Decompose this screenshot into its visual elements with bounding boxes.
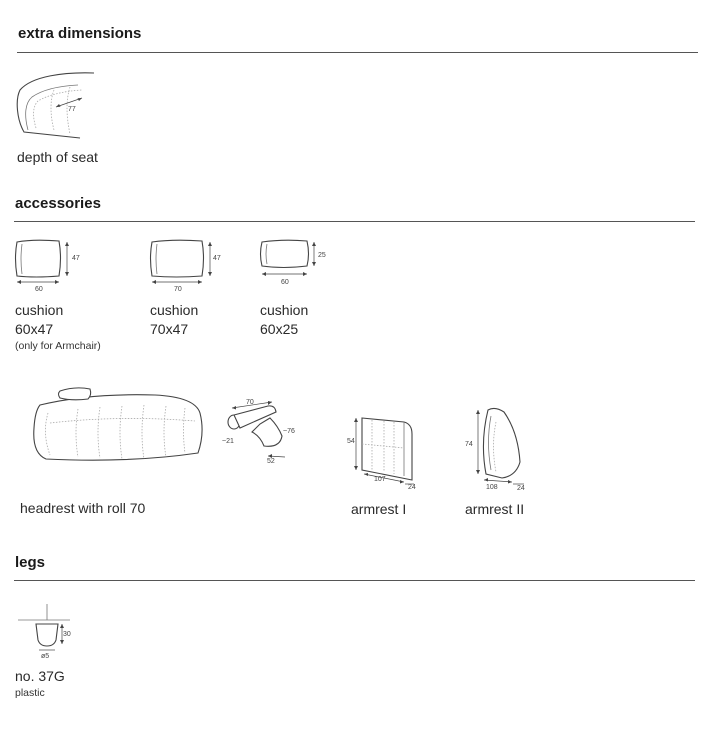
dim-armrest-height: 74 — [465, 441, 473, 448]
dim-roll-depth: 52 — [267, 458, 275, 465]
cushion-60x25-illustration — [258, 238, 330, 290]
depth-of-seat-label: depth of seat — [17, 149, 98, 165]
dim-armrest-depth: 108 — [486, 484, 498, 491]
section-title-accessories: accessories — [15, 195, 101, 212]
section-divider — [14, 580, 695, 581]
section-divider — [17, 52, 698, 53]
dim-armrest-width: 24 — [408, 484, 416, 491]
cushion-60x25-name: cushion — [260, 302, 309, 318]
cushion-60x47-size: 60x47 — [15, 321, 54, 337]
dim-armrest-depth: 107 — [374, 476, 386, 483]
dim-height: 47 — [72, 255, 80, 262]
headrest-sofa-illustration — [30, 383, 206, 468]
section-divider — [14, 221, 695, 222]
dim-roll-side: ~21 — [222, 438, 234, 445]
dim-width: 60 — [35, 286, 43, 293]
dim-armrest-width: 24 — [517, 485, 525, 492]
leg-material: plastic — [15, 687, 45, 699]
dim-leg-diameter: ø5 — [41, 653, 50, 660]
leg-name: no. 37G — [15, 668, 65, 684]
headrest-label: headrest with roll 70 — [20, 500, 146, 516]
depth-of-seat-illustration — [14, 70, 96, 140]
dim-height: 47 — [213, 255, 221, 262]
section-title-extra-dimensions: extra dimensions — [18, 25, 142, 42]
dim-seat-depth: 77 — [68, 106, 76, 113]
cushion-60x47-illustration — [13, 238, 85, 296]
cushion-70x47-size: 70x47 — [150, 321, 189, 337]
cushion-70x47-name: cushion — [150, 302, 199, 318]
dim-leg-height: 30 — [63, 631, 71, 638]
dim-height: 25 — [318, 252, 326, 259]
dim-width: 60 — [281, 279, 289, 286]
leg-37g-illustration — [14, 600, 74, 662]
cushion-70x47-illustration — [148, 238, 228, 296]
dim-roll-width: 70 — [246, 399, 254, 406]
section-title-legs: legs — [15, 554, 46, 571]
headrest-roll-detail-illustration — [220, 396, 302, 466]
armrest-2-label: armrest II — [465, 501, 525, 517]
dim-armrest-height: 54 — [347, 438, 355, 445]
cushion-60x25-size: 60x25 — [260, 321, 299, 337]
armrest-2-illustration — [460, 402, 540, 498]
armrest-1-label: armrest I — [351, 501, 407, 517]
cushion-60x47-note: (only for Armchair) — [15, 340, 101, 352]
armrest-1-illustration — [344, 410, 430, 496]
dim-width: 70 — [174, 286, 182, 293]
cushion-60x47-name: cushion — [15, 302, 64, 318]
dim-roll-height: ~76 — [283, 428, 295, 435]
